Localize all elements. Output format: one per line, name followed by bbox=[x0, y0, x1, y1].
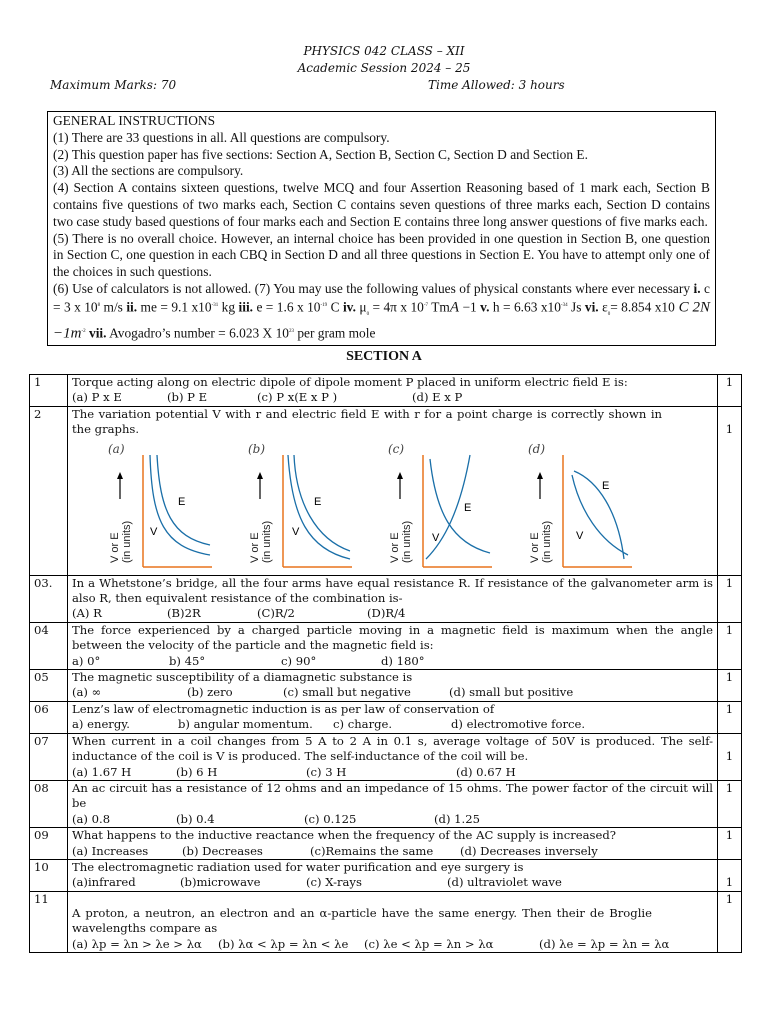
question-row bbox=[30, 859, 742, 891]
arrowhead-icon bbox=[257, 472, 263, 479]
option: (b) zero bbox=[187, 685, 233, 700]
curve-label-E: E bbox=[314, 495, 322, 508]
question-text: In a Whetstone’s bridge, all the four arms have equal resistance R. If resistance of the galvanometer arm is also R, then equivalent resistance of the combination is- bbox=[72, 575, 713, 606]
question-text: The electromagnetic radiation used for water purification and eye surgery is bbox=[72, 859, 524, 874]
question-marks: 1 bbox=[718, 575, 742, 622]
axis-y-units: (in units) bbox=[401, 520, 413, 563]
question-text: Torque acting along on electric dipole of dipole moment P placed in uniform electric field E is: bbox=[72, 375, 628, 389]
question-marks: 1 bbox=[718, 375, 742, 407]
question-marks: 1 bbox=[718, 780, 742, 827]
question-row bbox=[30, 406, 742, 575]
question-text: The variation potential V with r and electric field E with r for a point charge is correctly shown in the graphs. bbox=[72, 406, 662, 437]
arrowhead-icon bbox=[117, 472, 123, 479]
instruction-item: (2) This question paper has five sections: Section A, Section B, Section C, Section D and Section E. bbox=[53, 146, 588, 162]
curve-label-V: V bbox=[576, 529, 584, 542]
question-row bbox=[30, 780, 742, 827]
option: (d) λe = λp = λn = λα bbox=[539, 936, 670, 951]
option: c) charge. bbox=[333, 717, 393, 732]
options-row bbox=[72, 685, 713, 700]
option: (A) R bbox=[72, 606, 102, 621]
options-row bbox=[72, 937, 713, 952]
option: (b) Decreases bbox=[182, 843, 263, 858]
option: (d) ultraviolet wave bbox=[447, 875, 562, 890]
question-marks: 1 bbox=[718, 828, 742, 860]
curve-E bbox=[574, 471, 624, 559]
panel-label: (a) bbox=[108, 441, 125, 456]
option: (a) λp = λn > λe > λα bbox=[72, 936, 202, 951]
question-marks: 1 bbox=[718, 622, 742, 669]
physical-constants: (6) Use of calculators is not allowed. (7) You may use the following values of physical constants where ever necessary i. c = 3 x $10^8$ m/s ii. me = 9.1 $x10^{-31}$ kg iii. e = 1.6 x $10^{-19}$ C iv. $\mu_0 = 4\pi$ x $10^{-7}$ TmA −1 v. h = 6.63 $x10^{-34}$ Js vi. $\varepsilon_0= 8.854$ x10 C $2N -1m^{-2}$ vii. Avogadro’s number = 6.023 X $10^{23}$ per gram mole bbox=[53, 280, 710, 342]
option: (c) X-rays bbox=[306, 875, 362, 890]
question-text: When current in a coil changes from 5 A to 2 A in 0.1 s, average voltage of 50V is produced. The self-inductance of the coil is V is produced. The self-inductance of the coil will be. bbox=[72, 733, 713, 764]
question-marks: 1 bbox=[718, 670, 742, 702]
options-row bbox=[72, 606, 713, 621]
question-cell bbox=[68, 406, 718, 575]
option: b) angular momentum. bbox=[178, 717, 313, 732]
question-cell bbox=[68, 859, 718, 891]
option: (d) E x P bbox=[412, 390, 463, 405]
option: b) 45° bbox=[169, 653, 206, 668]
curve-V bbox=[294, 455, 350, 551]
option: (d) 0.67 H bbox=[456, 764, 516, 779]
question-cell bbox=[68, 733, 718, 780]
question-cell bbox=[68, 828, 718, 860]
section-a-title: SECTION A bbox=[346, 349, 422, 364]
arrowhead-icon bbox=[537, 472, 543, 479]
panel-label: (d) bbox=[528, 441, 546, 456]
option: d) electromotive force. bbox=[451, 717, 586, 732]
question-text: An ac circuit has a resistance of 12 ohms and an impedance of 15 ohms. The power factor of the circuit will be bbox=[72, 780, 713, 811]
option: (c) λe < λp = λn > λα bbox=[364, 936, 494, 951]
option: (c) small but negative bbox=[283, 685, 411, 700]
options-row bbox=[72, 812, 713, 827]
curve-label-V: V bbox=[292, 525, 300, 538]
option: (a) ∞ bbox=[72, 685, 102, 700]
axis-y-units: (in units) bbox=[261, 520, 273, 563]
option: (a) 1.67 H bbox=[72, 764, 132, 779]
question-marks: 1 bbox=[718, 891, 742, 952]
question-number: 03. bbox=[30, 575, 68, 622]
question-cell bbox=[68, 575, 718, 622]
graph-panel-c bbox=[352, 441, 492, 573]
question-row bbox=[30, 575, 742, 622]
instruction-item: (1) There are 33 questions in all. All questions are compulsory. bbox=[53, 129, 390, 145]
maximum-marks: Maximum Marks: 70 bbox=[50, 78, 177, 92]
option: (C)R/2 bbox=[257, 606, 295, 621]
option: a) 0° bbox=[72, 653, 101, 668]
question-number: 04 bbox=[30, 622, 68, 669]
option: (d) small but positive bbox=[449, 685, 574, 700]
option: (a)infrared bbox=[72, 875, 136, 890]
axis-y-label: V or E bbox=[249, 532, 261, 563]
question-cell bbox=[68, 670, 718, 702]
panel-label: (b) bbox=[248, 441, 266, 456]
question-text: What happens to the inductive reactance when the frequency of the AC supply is increased? bbox=[72, 828, 616, 843]
options-row bbox=[72, 844, 713, 859]
question-row bbox=[30, 891, 742, 952]
instruction-item: (5) There is no overall choice. However, an internal choice has been provided in one question in Section B, one question in Section C, one question in each CBQ in Section D and all three questions in Section E. You have to attempt only one of the choices in such questions. bbox=[53, 230, 710, 280]
option: (d) Decreases inversely bbox=[460, 843, 598, 858]
instruction-item: (4) Section A contains sixteen questions, twelve MCQ and four Assertion Reasoning based of 1 mark each, Section B contains five questions of two marks each, Section C contains seven questions of three marks each, Section D contains two case study based questions of four marks each and Section E contains three long answer questions of five marks each. bbox=[53, 180, 710, 229]
question-row bbox=[30, 828, 742, 860]
question-cell bbox=[68, 622, 718, 669]
panel-label: (c) bbox=[388, 441, 405, 456]
option: (d) 1.25 bbox=[434, 811, 480, 826]
options-row bbox=[72, 654, 713, 669]
curve-label-E: E bbox=[602, 479, 610, 492]
options-row bbox=[72, 717, 713, 732]
graph-panel-d bbox=[492, 441, 632, 573]
question-row bbox=[30, 701, 742, 733]
question-text: The force experienced by a charged particle moving in a magnetic field is maximum when the angle between the velocity of the particle and the magnetic field is: bbox=[72, 622, 713, 653]
question-cell bbox=[68, 780, 718, 827]
curve-label-V: V bbox=[150, 525, 158, 538]
option: (B)2R bbox=[167, 606, 201, 621]
option: (c) P x(E x P ) bbox=[257, 390, 338, 405]
time-allowed: Time Allowed: 3 hours bbox=[428, 78, 565, 92]
question-cell bbox=[68, 891, 718, 952]
curve-V bbox=[572, 475, 628, 555]
option: (b) λα < λp = λn < λe bbox=[218, 936, 349, 951]
options-row bbox=[72, 765, 713, 780]
question-number: 2 bbox=[30, 406, 68, 575]
option: (D)R/4 bbox=[367, 606, 406, 621]
question-number: 1 bbox=[30, 375, 68, 407]
option: d) 180° bbox=[381, 653, 425, 668]
question-text: The magnetic susceptibility of a diamagnetic substance is bbox=[72, 670, 413, 685]
question-text: A proton, a neutron, an electron and an α-particle have the same energy. Then their de Broglie wavelengths compare as bbox=[72, 905, 652, 936]
axis-y-units: (in units) bbox=[121, 520, 133, 563]
axis-y-units: (in units) bbox=[541, 520, 553, 563]
question-row bbox=[30, 622, 742, 669]
option: c) 90° bbox=[281, 653, 317, 668]
instruction-item: (3) All the sections are compulsory. bbox=[53, 163, 244, 179]
option: (b) 0.4 bbox=[176, 811, 215, 826]
curve-label-V: V bbox=[432, 531, 440, 544]
academic-session: Academic Session 2024 – 25 bbox=[297, 61, 471, 75]
question-number: 07 bbox=[30, 733, 68, 780]
question-text: Lenz’s law of electromagnetic induction is as per law of conservation of bbox=[72, 701, 495, 716]
question-cell bbox=[68, 375, 718, 407]
curve-label-E: E bbox=[178, 495, 186, 508]
question-number: 09 bbox=[30, 828, 68, 860]
question-row bbox=[30, 670, 742, 702]
question-row bbox=[30, 733, 742, 780]
option: (c)Remains the same bbox=[310, 843, 434, 858]
question-number: 11 bbox=[30, 891, 68, 952]
option: (b) P E bbox=[167, 390, 208, 405]
axis-y-label: V or E bbox=[389, 532, 401, 563]
options-row bbox=[72, 390, 713, 405]
option: (c) 3 H bbox=[306, 764, 347, 779]
question-cell bbox=[68, 701, 718, 733]
question-marks: 1 bbox=[718, 733, 742, 780]
option: a) energy. bbox=[72, 717, 130, 732]
question-number: 10 bbox=[30, 859, 68, 891]
graph-panels bbox=[72, 441, 713, 573]
general-instructions-box bbox=[47, 111, 716, 346]
question-marks: 1 bbox=[718, 406, 742, 575]
question-row bbox=[30, 375, 742, 407]
option: (a) 0.8 bbox=[72, 811, 111, 826]
questions-table bbox=[29, 374, 742, 953]
graph-panel-a bbox=[72, 441, 212, 573]
question-number: 06 bbox=[30, 701, 68, 733]
paper-title: PHYSICS 042 CLASS – XII bbox=[303, 44, 465, 58]
instructions-heading: GENERAL INSTRUCTIONS bbox=[53, 113, 216, 128]
question-marks: 1 bbox=[718, 701, 742, 733]
curve-label-E: E bbox=[464, 501, 472, 514]
axis-y-label: V or E bbox=[109, 532, 121, 563]
option: (a) P x E bbox=[72, 390, 122, 405]
options-row bbox=[72, 875, 713, 890]
question-marks: 1 bbox=[718, 859, 742, 891]
axis-y-label: V or E bbox=[529, 532, 541, 563]
option: (b) 6 H bbox=[176, 764, 218, 779]
option: (a) Increases bbox=[72, 843, 149, 858]
option: (b)microwave bbox=[180, 875, 261, 890]
option: (c) 0.125 bbox=[304, 811, 357, 826]
arrowhead-icon bbox=[397, 472, 403, 479]
graph-panel-b bbox=[212, 441, 352, 573]
question-number: 05 bbox=[30, 670, 68, 702]
question-number: 08 bbox=[30, 780, 68, 827]
